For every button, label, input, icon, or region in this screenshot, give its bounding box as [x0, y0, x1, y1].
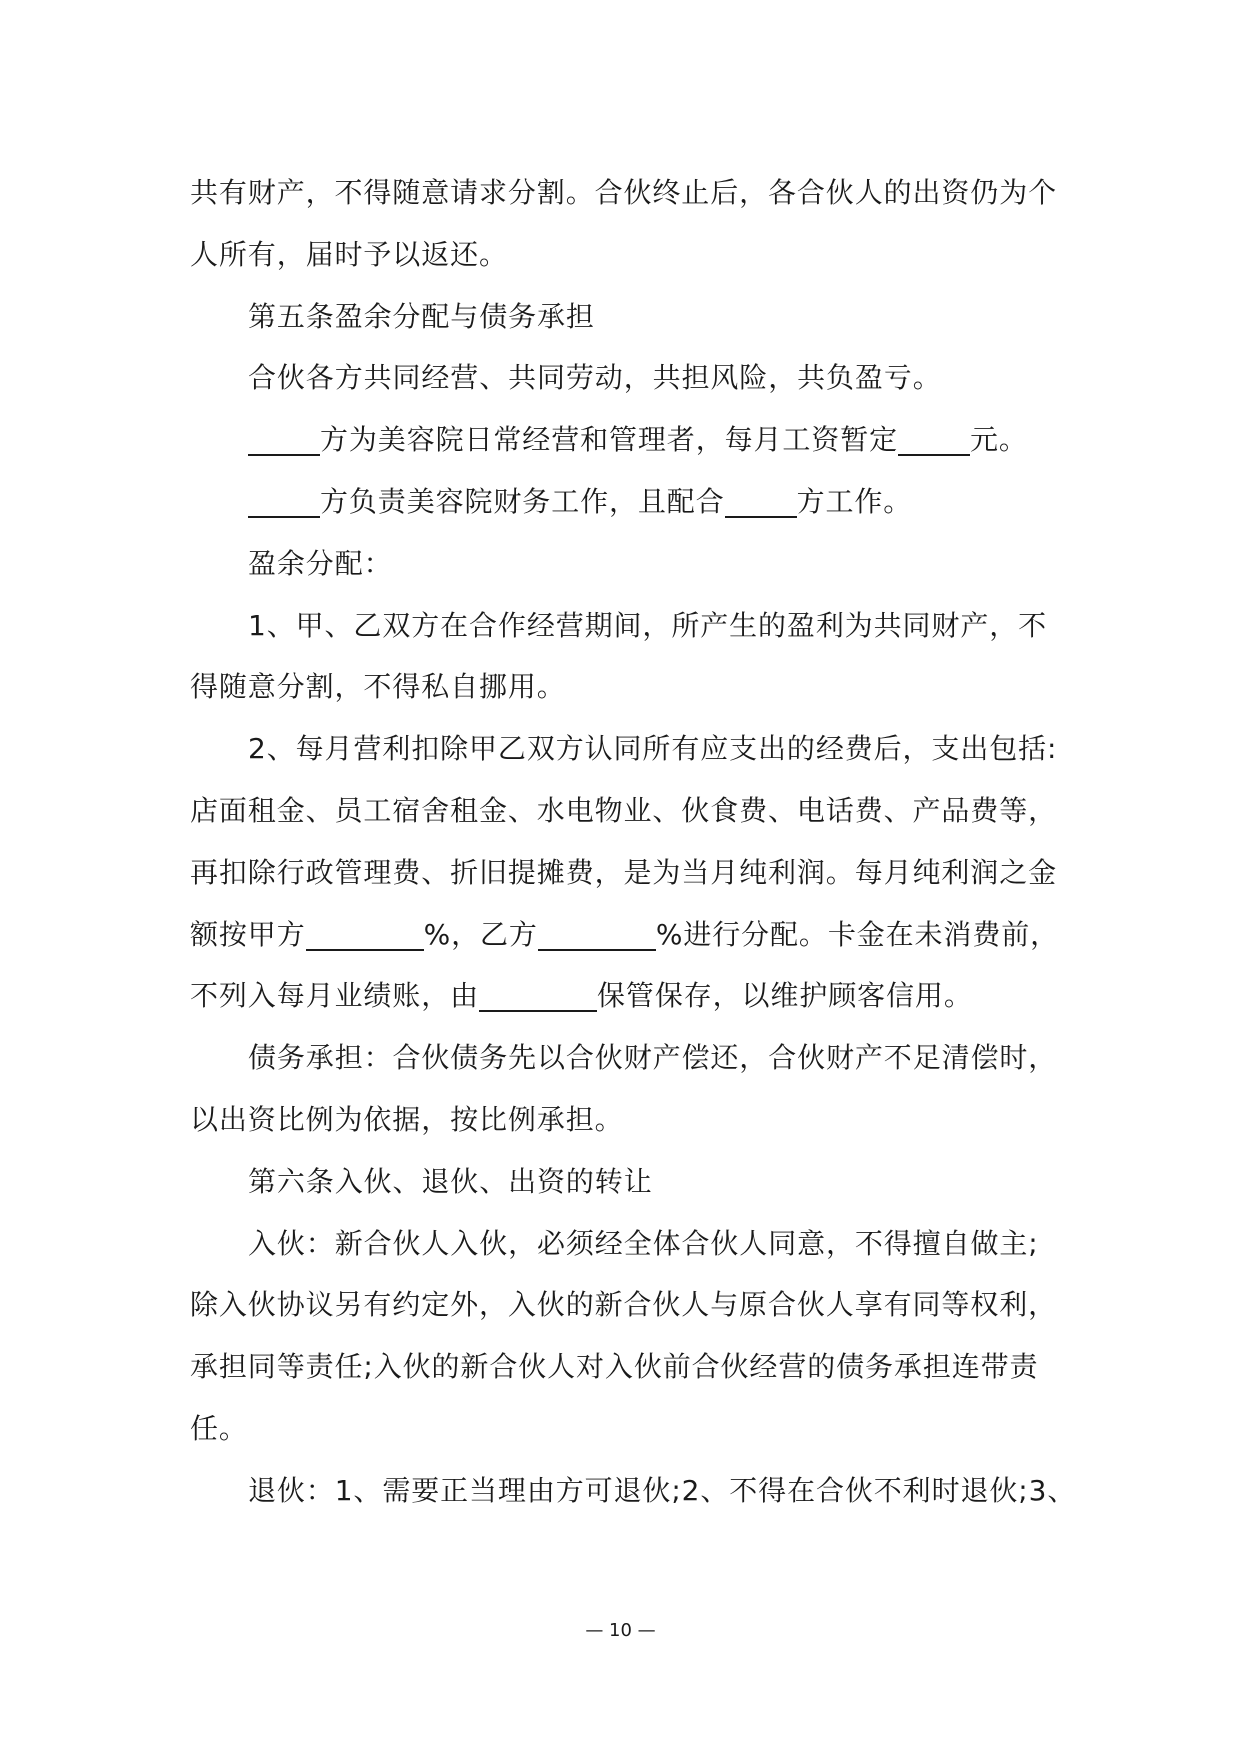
document-body	[190, 162, 1077, 1522]
paragraph-line: 人所有，届时予以返还。	[190, 237, 508, 271]
fill-blank	[898, 423, 970, 456]
fill-blank	[248, 423, 320, 456]
page-number: — 10 —	[585, 1620, 656, 1641]
paragraph-line: 合伙各方共同经营、共同劳动，共担风险，共负盈亏。	[248, 361, 942, 395]
fill-blank	[248, 485, 320, 518]
paragraph-line: 任。	[190, 1411, 248, 1445]
paragraph-line: 得随意分割，不得私自挪用。	[190, 670, 566, 704]
paragraph-line: 除入伙协议另有约定外，入伙的新合伙人与原合伙人享有同等权利，	[190, 1288, 1058, 1322]
paragraph-line: 以出资比例为依据，按比例承担。	[190, 1102, 624, 1136]
paragraph-line: 债务承担：合伙债务先以合伙财产偿还，合伙财产不足清偿时，	[248, 1041, 1058, 1075]
paragraph-line: 2、每月营利扣除甲乙双方认同所有应支出的经费后，支出包括:	[248, 732, 1058, 766]
paragraph-line: 共有财产，不得随意请求分割。合伙终止后，各合伙人的出资仍为个	[190, 176, 1058, 209]
paragraph-line: 不列入每月业绩账，由 保管保存，以维护顾客信用。	[190, 979, 973, 1013]
fill-blank	[725, 485, 797, 518]
paragraph-line: 1、甲、乙双方在合作经营期间，所产生的盈利为共同财产，不	[248, 608, 1048, 642]
paragraph-line: 入伙：新合伙人入伙，必须经全体合伙人同意，不得擅自做主;	[248, 1226, 1039, 1260]
paragraph-line: 方负责美容院财务工作，且配合 方工作。	[190, 471, 1060, 533]
section-heading-article-5: 第五条盈余分配与债务承担	[248, 299, 595, 333]
paragraph-line: 承担同等责任;入伙的新合伙人对入伙前合伙经营的债务承担连带责	[190, 1350, 1039, 1384]
paragraph-line: 店面租金、员工宿舍租金、水电物业、伙食费、电话费、产品费等，	[190, 793, 1058, 827]
paragraph-line: 再扣除行政管理费、折旧提摊费，是为当月纯利润。每月纯利润之金	[190, 855, 1058, 889]
paragraph-line: 方为美容院日常经营和管理者，每月工资暂定 元。	[190, 409, 1060, 471]
fill-blank	[306, 918, 424, 951]
fill-blank	[479, 980, 597, 1013]
paragraph-line: 盈余分配：	[248, 546, 393, 580]
fill-blank	[538, 918, 656, 951]
paragraph-line: 额按甲方 %，乙方 %进行分配。卡金在未消费前，	[190, 917, 1060, 951]
paragraph-line: 退伙：1、需要正当理由方可退伙;2、不得在合伙不利时退伙;3、	[248, 1473, 1077, 1507]
section-heading-article-6: 第六条入伙、退伙、出资的转让	[248, 1164, 653, 1198]
